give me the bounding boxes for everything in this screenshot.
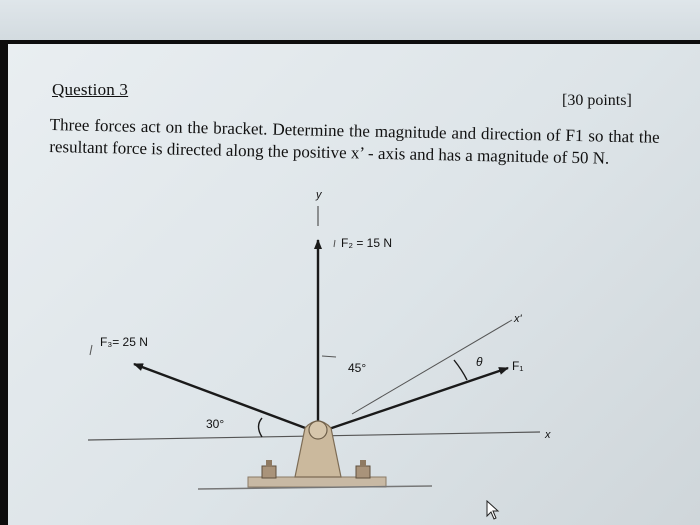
x-axis-label: x [545,429,551,441]
force-f3-arrow [134,364,316,432]
f1-label: F₁ [512,359,524,373]
x-prime-axis-label: x' [514,313,522,325]
y-axis-label: y [316,189,322,201]
question-points: [30 points] [562,92,632,109]
question-title: Question 3 [52,80,129,99]
f2-label-tick [334,240,335,247]
bracket-pin [309,421,327,439]
f2-label: F₂ = 15 N [341,236,393,250]
bolt-right-head [360,460,366,467]
mouse-pointer-icon [486,500,500,520]
question-text: Three forces act on the bracket. Determine the magnitude and direction of F1 so that the resultant force is directed along the positive x’ - axis and has a magnitude of 50 N. [49,114,660,168]
angle-30-arc [259,418,263,437]
angle-theta-label: θ [476,355,483,369]
angle-theta-arc [454,360,467,380]
angle-45-label: 45° [348,361,367,375]
f3-label: F₃= 25 N [100,335,148,349]
angle-30-label: 30° [206,417,225,431]
bolt-right [356,466,370,478]
bolt-left-head [266,460,272,467]
f3-label-tick [90,345,92,355]
angle-45-tick [322,356,336,357]
bolt-left [262,466,276,478]
x-prime-axis-line [352,320,512,414]
